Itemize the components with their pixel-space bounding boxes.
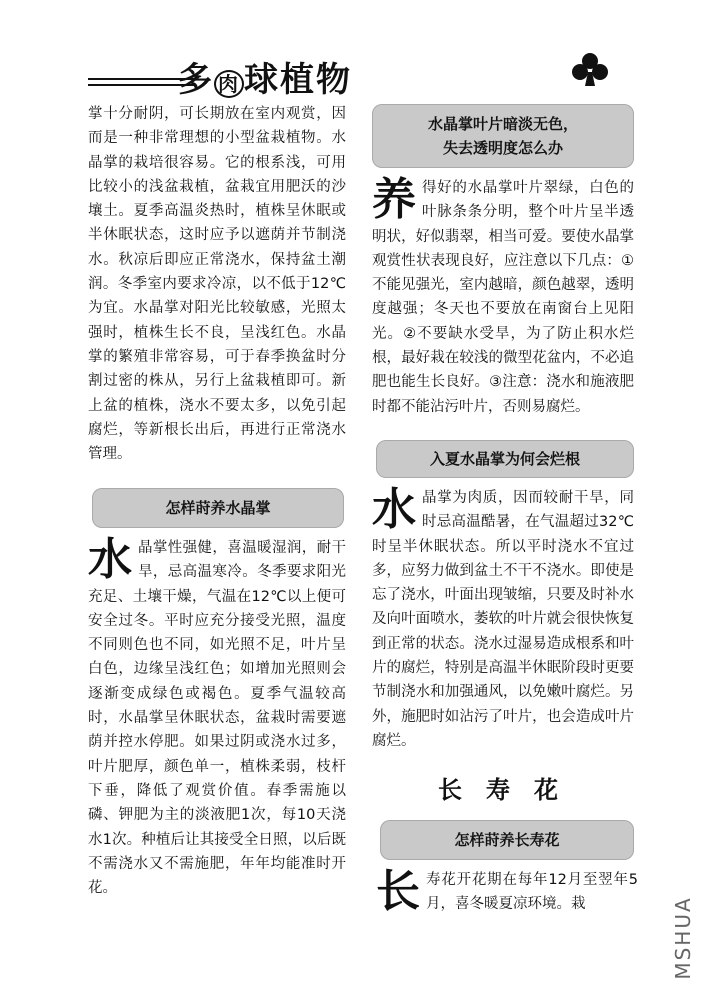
right-subheading-1-line-1: 水晶掌叶片暗淡无色， [427, 115, 578, 133]
section-title: 长寿花 [438, 776, 582, 804]
left-column-text-1 [88, 102, 346, 466]
right-subheading-box-2 [376, 440, 634, 478]
right-paragraph-2 [372, 486, 634, 753]
watermark-text: MSHUA [671, 896, 695, 980]
left-paragraph-2-text: 晶掌性强健，喜温暖湿润，耐干旱，忌高温寒冷。冬季要求阳光充足、土壤干燥，气温在12℃以上便可安全过冬。平时应充分接受光照，温度不同则色也不同，如光照不足，叶片呈白色，边缘呈浅红色；如增加光照则会逐渐变成绿色或褐色。夏季气温较高时，水晶掌呈休眠状态，盆栽时需要遮荫并控水停肥。如果过阴或浇水过多，叶片肥厚，颜色单一，植株柔弱，枝杆下垂，降低了观赏价值。春季需施以磷、钾肥为主的淡液肥1次，每10天浇水1次。种植后让其接受全日照，以后既不需浇水又不需施肥，年年均能准时开花。 [88, 540, 346, 897]
club-icon [570, 50, 610, 90]
right-paragraph-3 [376, 868, 638, 917]
right-drop-cap-2: 水 [372, 484, 416, 535]
header-title-post: 球植物 [244, 60, 352, 100]
right-drop-cap-1: 养 [372, 174, 416, 225]
watermark [672, 888, 694, 988]
right-column-text-2 [372, 486, 634, 753]
right-paragraph-3-text: 寿花开花期在每年12月至翌年5月，喜冬暖夏凉环境。栽 [426, 872, 638, 913]
right-subheading-box-1 [372, 104, 634, 168]
right-subheading-1-line-2: 失去透明度怎么办 [442, 139, 563, 157]
header-title-mid: 肉 [214, 70, 244, 98]
left-subheading-box [92, 488, 344, 528]
right-subheading-2-text: 入夏水晶掌为何会烂根 [429, 450, 580, 468]
header-title [178, 52, 352, 101]
right-subheading-3-text: 怎样莳养长寿花 [454, 831, 560, 849]
left-subheading-text: 怎样莳养水晶掌 [165, 499, 271, 517]
right-subheading-box-3 [380, 820, 634, 860]
left-paragraph-1: 掌十分耐阴，可长期放在室内观赏，因而是一种非常理想的小型盆栽植物。水晶掌的栽培很容易。它的根系浅，可用比较小的浅盆栽植，盆栽宜用肥沃的沙壤土。夏季高温炎热时，植株呈休眠或半休眠状态，这时应予以遮荫并节制浇水。秋凉后即应正常浇水，保持盆土潮润。冬季室内要求冷凉，以不低于12℃为宜。水晶掌对阳光比较敏感，光照太强时，植株生长不良，呈浅红色。水晶掌的繁殖非常容易，可于春季换盆时分割过密的株从，另行上盆栽植即可。新上盆的植株，浇水不要太多，以免引起腐烂，等新根长出后，再进行正常浇水管理。 [88, 106, 346, 463]
right-column-text-1 [372, 176, 634, 419]
left-paragraph-2 [88, 536, 346, 900]
left-column-text-2 [88, 536, 346, 900]
right-column-text-3 [376, 868, 638, 917]
header-title-pre: 多 [178, 60, 214, 100]
right-drop-cap-3: 长 [376, 866, 420, 917]
right-paragraph-1-text: 得好的水晶掌叶片翠绿，白色的叶脉条条分明，整个叶片呈半透明状，好似翡翠，相当可爱。要使水晶掌观赏性状表现良好，应注意以下几点：①不能见强光，室内越暗，颜色越翠，透明度越强；冬天也不要放在南窗台上见阳光。②不要缺水受旱，为了防止积水烂根，最好栽在较浅的微型花盆内，不必追肥也能生长良好。③注意：浇水和施液肥时都不能沾污叶片，否则易腐烂。 [372, 180, 634, 415]
page-header [88, 48, 628, 100]
left-drop-cap: 水 [88, 534, 132, 585]
right-paragraph-1 [372, 176, 634, 419]
right-paragraph-2-text: 晶掌为肉质，因而较耐干旱，同时忌高温酷暑，在气温超过32℃时呈半休眠状态。所以平时浇水不宜过多，应努力做到盆土不干不浇水。即使是忘了浇水，叶面出现皱缩，只要及时补水及向叶面喷水，萎软的叶片就会很快恢复到正常的状态。浇水过湿易造成根系和叶片的腐烂，特别是高温半休眠阶段时更要节制浇水和加强通风，以免嫩叶腐烂。另外，施肥时如沾污了叶片，也会造成叶片腐烂。 [372, 490, 634, 749]
